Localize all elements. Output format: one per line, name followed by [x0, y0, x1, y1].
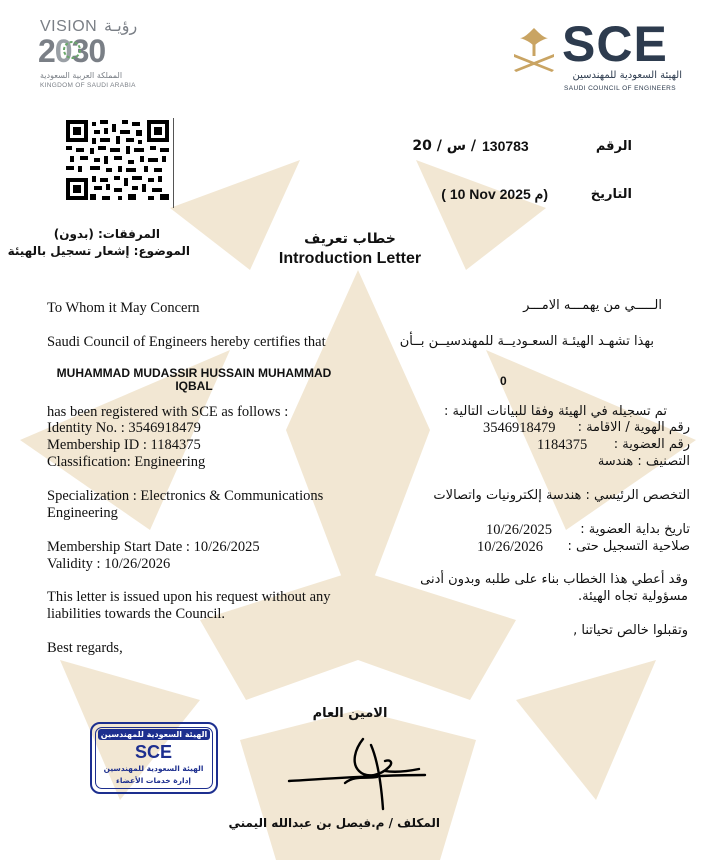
en-start-date: Membership Start Date : 10/26/2025: [47, 539, 260, 555]
en-certify: Saudi Council of Engineers hereby certifies that: [47, 334, 326, 350]
palm-flower-icon: [62, 40, 82, 60]
ar-classification: التصنيف : هندسة: [597, 454, 690, 469]
ref-date-value: ( 10 Nov 2025 م): [441, 186, 548, 202]
ar-specialization: التخصص الرئيسي : هندسة إلكترونيات واتصالات: [433, 488, 690, 503]
sce-name-arabic: الهيئة السعودية للمهندسين: [572, 70, 682, 81]
en-specialization: Specialization : Electronics & Communications Engineering: [47, 488, 324, 521]
ar-validity-value: 10/26/2026: [477, 539, 544, 555]
en-regards: Best regards,: [47, 640, 123, 656]
ref-number-value: 130783: [482, 138, 529, 154]
attachments-line: المرفقات: (بدون): [53, 227, 160, 241]
ar-greeting: الـــــي من يهمـــه الامـــر: [523, 298, 662, 313]
ar-member-name: 0: [500, 374, 507, 388]
stamp-line-2: إدارة خدمات الأعضاء: [115, 776, 191, 785]
ar-identity-label: رقم الهوية / الاقامة :: [577, 420, 690, 435]
en-membership: Membership ID : 1184375: [47, 437, 201, 453]
en-registered: has been registered with SCE as follows :: [47, 404, 289, 420]
ar-identity-value: 3546918479: [483, 420, 556, 436]
title-english: Introduction Letter: [278, 250, 422, 267]
sce-logo: [510, 16, 690, 98]
title-arabic: خطاب تعريف: [304, 231, 396, 247]
signer-name: المكلف / م.فيصل بن عبدالله اليمني: [228, 816, 440, 830]
en-issued-note: This letter is issued upon his request without any liabilities towards the Council.: [47, 589, 331, 622]
en-greeting: To Whom it May Concern: [47, 300, 200, 316]
ar-validity-label: صلاحية التسجيل حتى :: [567, 539, 690, 554]
qr-divider: [173, 118, 174, 208]
kingdom-arabic: المملكة العربية السعودية: [40, 71, 123, 80]
kingdom-english: KINGDOM OF SAUDI ARABIA: [40, 82, 136, 89]
en-validity: Validity : 10/26/2026: [47, 556, 171, 572]
ar-regards: وتقبلوا خالص تحياتنا ,: [573, 623, 688, 638]
vision-2030-logo: [38, 18, 148, 93]
en-member-name: MUHAMMAD MUDASSIR HUSSAIN MUHAMMAD IQBAL: [56, 366, 332, 393]
ref-date-label: التاريخ: [590, 187, 632, 202]
vision-arabic-word: رؤيـة: [104, 16, 138, 35]
stamp-line-1: الهيئة السعودية للمهندسين: [103, 764, 204, 773]
secretary-general-title: الامين العام: [312, 706, 388, 721]
ar-certify: بهذا تشهـد الهيئـة السعـوديــة للمهندسيــن بــأن: [399, 334, 654, 349]
sce-name-english: SAUDI COUNCIL OF ENGINEERS: [564, 85, 677, 92]
palm-swords-icon: [510, 24, 558, 74]
subject-line: الموضوع: إشعار تسجيل بالهيئة: [7, 244, 190, 258]
ar-registered: تم تسجيله في الهيئة وفقا للبيانات التالية :: [443, 404, 667, 419]
stamp-logo: SCE: [134, 742, 172, 762]
vision-word: VISION: [40, 18, 98, 35]
official-stamp: [90, 722, 218, 794]
ar-membership-label: رقم العضوية :: [613, 437, 690, 452]
en-classification: Classification: Engineering: [47, 454, 206, 470]
qr-code: [66, 120, 169, 200]
year-digits-30: 30: [71, 33, 106, 69]
handwritten-signature: [285, 735, 430, 815]
ar-start-value: 10/26/2025: [486, 522, 553, 538]
ref-number-label: الرقم: [595, 139, 632, 154]
sce-wordmark: SCE: [562, 16, 668, 72]
ref-number-series: / س / 20: [412, 138, 476, 154]
stamp-top-text: الهيئة السعودية للمهندسين: [98, 729, 210, 740]
ar-issued-note: وقد أعطي هذا الخطاب بناء على طلبه وبدون أدنى مسؤولية تجاه الهيئة.: [420, 572, 688, 604]
year-digit-2: 2: [38, 33, 55, 69]
ar-membership-value: 1184375: [537, 437, 588, 453]
ar-start-label: تاريخ بداية العضوية :: [580, 522, 690, 537]
en-identity: Identity No. : 3546918479: [47, 420, 201, 436]
year-digit-0: 0: [54, 33, 72, 69]
